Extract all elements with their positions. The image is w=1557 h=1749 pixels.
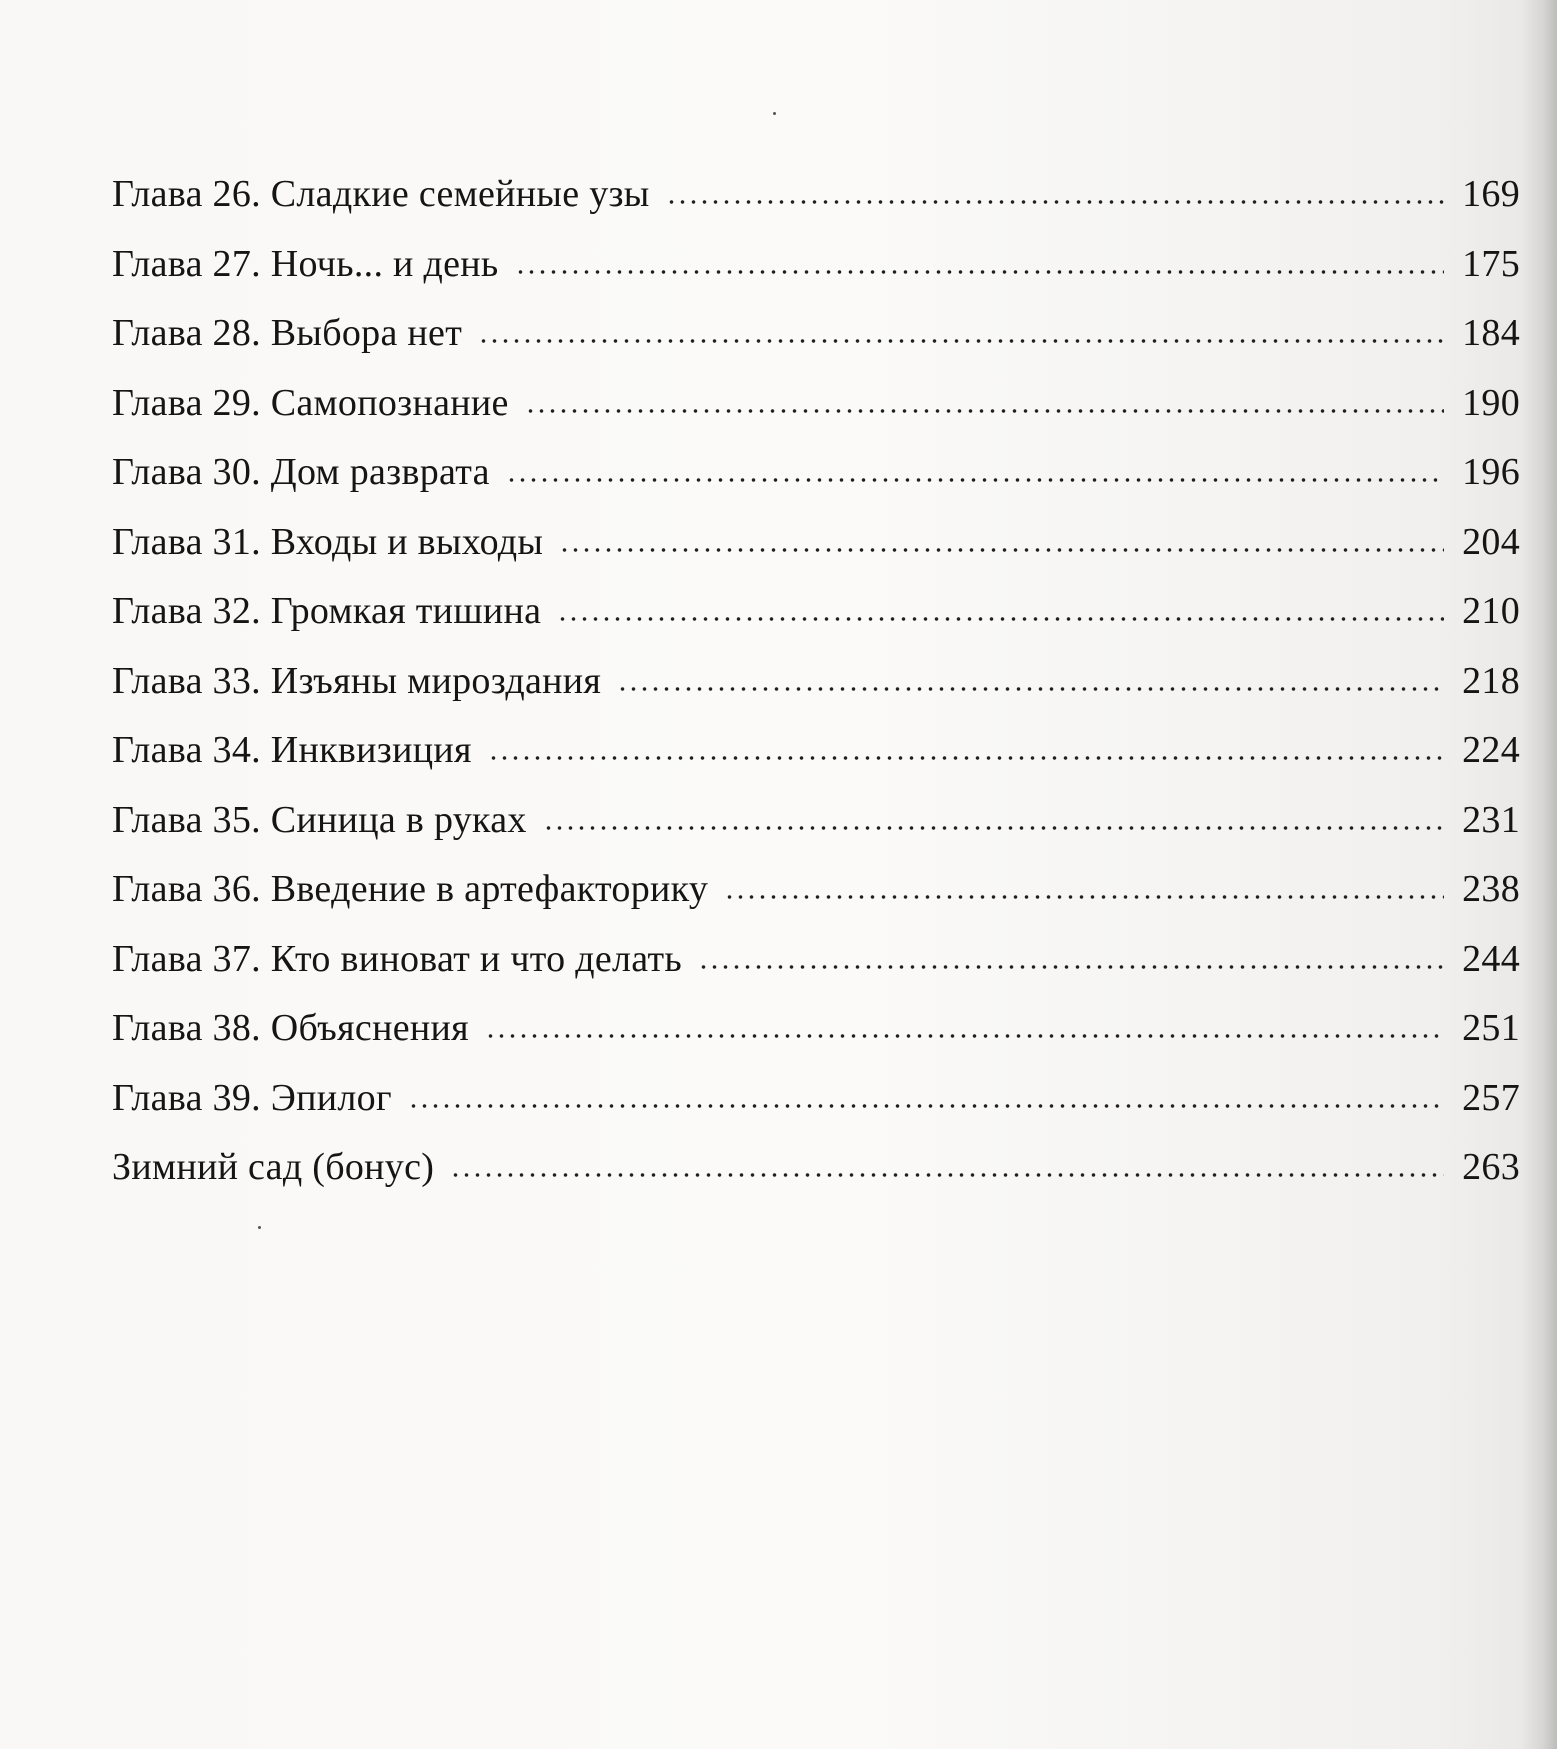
toc-entry bbox=[112, 1145, 1520, 1215]
toc-dot-leader bbox=[515, 270, 1444, 274]
toc-dot-leader bbox=[543, 826, 1444, 830]
toc-dot-leader bbox=[666, 200, 1444, 204]
toc-entry-title: Глава 32. Громкая тишина bbox=[112, 590, 542, 632]
toc-entry-title: Зимний сад (бонус) bbox=[112, 1146, 435, 1188]
toc-entry-page: 184 bbox=[1462, 312, 1520, 354]
toc-entry-title: Глава 35. Синица в руках bbox=[112, 798, 527, 841]
toc-entry-title: Глава 29. Самопознание bbox=[112, 381, 509, 424]
toc-entry-page: 224 bbox=[1462, 729, 1520, 771]
toc-entry-title: Глава 30. Дом разврата bbox=[112, 451, 490, 493]
toc-entry-title: Глава 28. Выбора нет bbox=[112, 312, 463, 354]
toc-entry-title: Глава 36. Введение в артефакторику bbox=[112, 868, 709, 910]
toc-dot-leader bbox=[485, 1034, 1444, 1038]
toc-entry-title: Глава 27. Ночь... и день bbox=[112, 242, 499, 285]
toc-entry-page: 244 bbox=[1462, 937, 1520, 980]
toc-entry-page: 210 bbox=[1462, 590, 1520, 632]
toc-dot-leader bbox=[478, 339, 1444, 343]
toc-entry-page: 238 bbox=[1462, 868, 1520, 910]
toc-entry bbox=[112, 728, 1520, 798]
toc-entry bbox=[112, 1076, 1520, 1146]
toc-entry bbox=[112, 242, 1520, 312]
table-of-contents bbox=[112, 172, 1520, 1215]
toc-dot-leader bbox=[557, 617, 1444, 621]
toc-dot-leader bbox=[488, 756, 1444, 760]
ink-speck bbox=[258, 1226, 261, 1229]
toc-entry bbox=[112, 311, 1520, 381]
toc-entry bbox=[112, 867, 1520, 937]
toc-entry bbox=[112, 172, 1520, 242]
toc-entry bbox=[112, 659, 1520, 729]
toc-entry-page: 263 bbox=[1462, 1146, 1520, 1188]
toc-entry-title: Глава 31. Входы и выходы bbox=[112, 520, 544, 563]
toc-entry-title: Глава 34. Инквизиция bbox=[112, 729, 472, 771]
toc-dot-leader bbox=[525, 409, 1444, 413]
toc-entry-title: Глава 39. Эпилог bbox=[112, 1076, 392, 1119]
ink-speck bbox=[773, 112, 776, 115]
toc-dot-leader bbox=[698, 965, 1444, 969]
toc-entry bbox=[112, 520, 1520, 590]
toc-entry-page: 231 bbox=[1462, 798, 1520, 841]
toc-entry-page: 251 bbox=[1462, 1007, 1520, 1049]
toc-entry bbox=[112, 450, 1520, 520]
toc-entry bbox=[112, 381, 1520, 451]
toc-dot-leader bbox=[450, 1173, 1444, 1177]
toc-entry bbox=[112, 589, 1520, 659]
toc-entry-page: 190 bbox=[1462, 381, 1520, 424]
toc-entry-title: Глава 37. Кто виноват и что делать bbox=[112, 937, 683, 980]
toc-dot-leader bbox=[559, 548, 1444, 552]
toc-entry-page: 204 bbox=[1462, 520, 1520, 563]
toc-entry-title: Глава 33. Изъяны мироздания bbox=[112, 659, 602, 702]
toc-entry bbox=[112, 1006, 1520, 1076]
toc-entry-page: 257 bbox=[1462, 1076, 1520, 1119]
toc-dot-leader bbox=[506, 478, 1444, 482]
toc-entry-page: 196 bbox=[1462, 451, 1520, 493]
toc-entry-page: 169 bbox=[1462, 173, 1520, 215]
toc-entry bbox=[112, 937, 1520, 1007]
toc-entry bbox=[112, 798, 1520, 868]
toc-dot-leader bbox=[724, 895, 1444, 899]
toc-entry-title: Глава 38. Объяснения bbox=[112, 1007, 469, 1049]
page-gutter-shadow bbox=[1521, 0, 1557, 1749]
toc-entry-page: 218 bbox=[1462, 659, 1520, 702]
toc-dot-leader bbox=[617, 687, 1444, 691]
toc-entry-page: 175 bbox=[1462, 242, 1520, 285]
toc-dot-leader bbox=[408, 1104, 1444, 1108]
toc-entry-title: Глава 26. Сладкие семейные узы bbox=[112, 173, 650, 215]
